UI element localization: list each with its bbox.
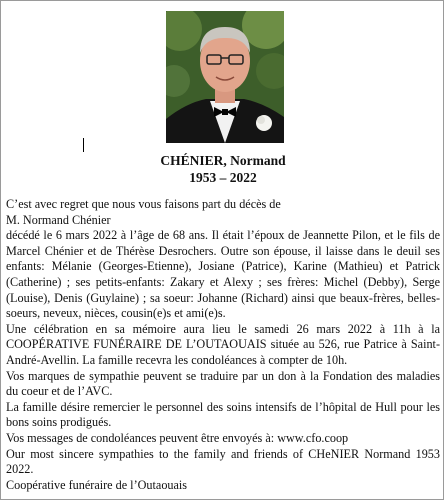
deceased-name: CHÉNIER, Normand: [160, 153, 286, 168]
paragraph-family: décédé le 6 mars 2022 à l’âge de 68 ans. Il était l’époux de Jeannette Pilon, et le fils de Marcel Chénier et de Thérèse Desrochers. Outre son épouse, il laisse dans le deuil ses enfants: Mélanie (Georges-Etienne), Josiane (Patrice), Karine (Mathieu) et Patrick (Catherine) ; ses petits-enfants: Zakary et Alexy ; ses frères: Michel (Debby), Serge (Louise), Denis (Guylaine) ; sa soeur: Johanne (Richard) ainsi que beaux-frères, belles-soeurs, neveux, nièces, cousin(e)s et ami(e)s.: [6, 228, 440, 321]
paragraph-thanks: La famille désire remercier le personnel des soins intensifs de l’hôpital de Hull pour les bons soins prodigués.: [6, 399, 440, 430]
paragraph-english: Our most sincere sympathies to the family and friends of CHeNIER Normand 1953 2022.: [6, 446, 440, 477]
obituary-text: [6, 197, 440, 493]
life-years: 1953 – 2022: [189, 170, 257, 185]
paragraph-intro: C’est avec regret que nous vous faisons part du décès de: [6, 197, 281, 211]
text-cursor: [83, 138, 84, 152]
paragraph-signature: Coopérative funéraire de l’Outaouais: [6, 477, 188, 492]
paragraph-donation: Vos marques de sympathie peuvent se traduire par un don à la Fondation des maladies du coeur et de l’AVC.: [6, 368, 440, 399]
portrait-photo: [166, 11, 284, 143]
portrait-image: [166, 11, 284, 143]
paragraph-name: M. Normand Chénier: [6, 212, 111, 227]
paragraph-condolences: Vos messages de condoléances peuvent être envoyés à: www.cfo.coop: [6, 430, 349, 445]
paragraph-ceremony: Une célébration en sa mémoire aura lieu le samedi 26 mars 2022 à 11h à la COOPÉRATIVE FUNÉRAIRE DE L’OUTAOUAIS située au 526, rue Patrice à Saint-André-Avellin. La famille recevra les condoléances à compter de 10h.: [6, 321, 440, 367]
